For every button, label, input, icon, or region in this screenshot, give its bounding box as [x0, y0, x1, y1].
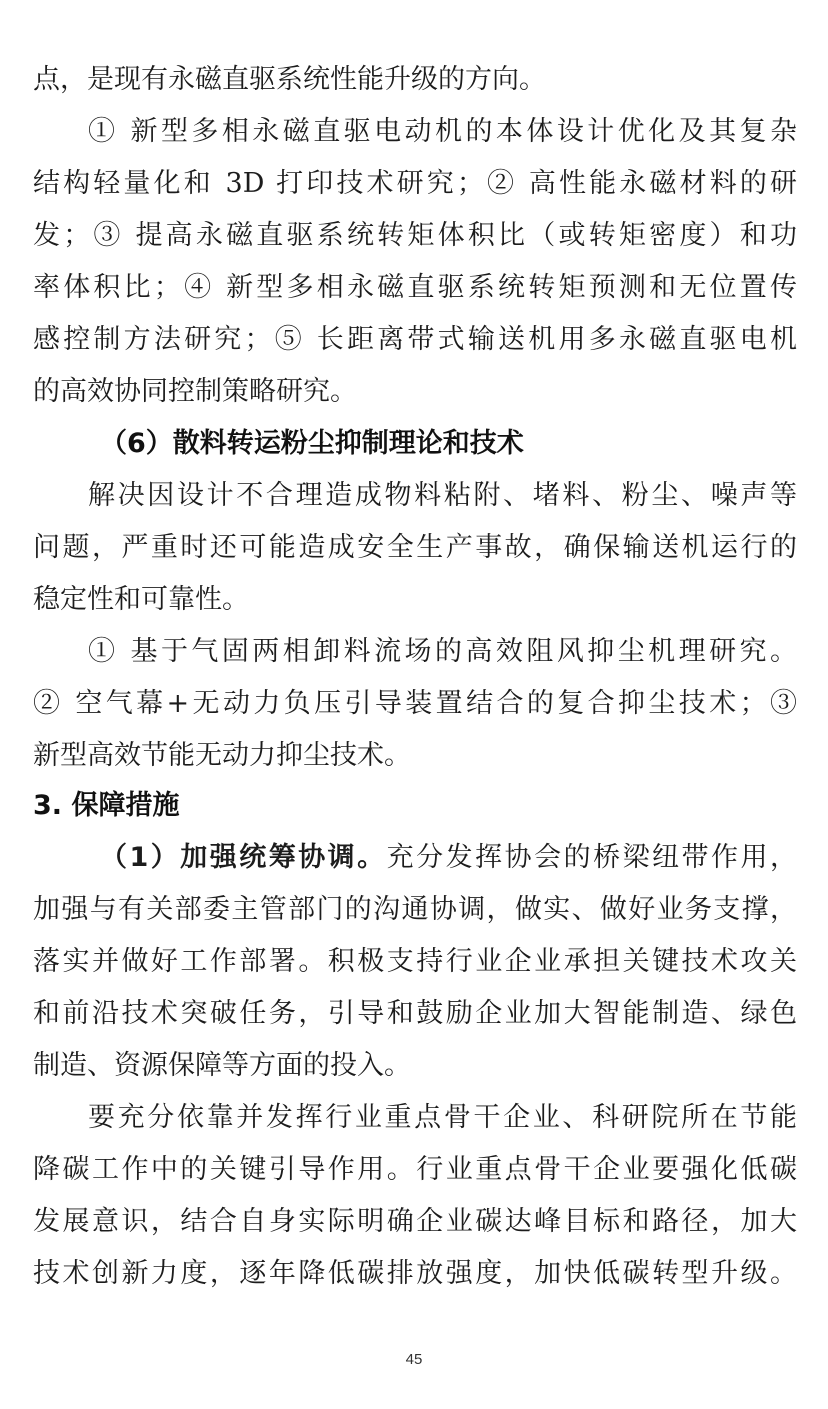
body-line: 感控制方法研究；⑤ 长距离带式输送机用多永磁直驱电机: [33, 324, 797, 355]
body-line: 解决因设计不合理造成物料粘附、堵料、粉尘、噪声等: [88, 480, 797, 511]
body-line: 技术创新力度，逐年降低碳排放强度，加快低碳转型升级。: [33, 1258, 797, 1289]
body-line: 新型高效节能无动力抑尘技术。: [33, 740, 411, 771]
body-line: 结构轻量化和 3D 打印技术研究；② 高性能永磁材料的研: [33, 168, 797, 199]
body-line: [100, 838, 797, 878]
body-line: ① 新型多相永磁直驱电动机的本体设计优化及其复杂: [88, 116, 797, 147]
body-line: 点，是现有永磁直驱系统性能升级的方向。: [33, 64, 546, 95]
body-line: 要充分依靠并发挥行业重点骨干企业、科研院所在节能: [88, 1102, 797, 1133]
body-line: 落实并做好工作部署。积极支持行业企业承担关键技术攻关: [33, 946, 797, 977]
section-heading-3: 3. 保障措施: [33, 790, 180, 821]
body-line: 发展意识，结合自身实际明确企业碳达峰目标和路径，加大: [33, 1206, 797, 1237]
body-line: 稳定性和可靠性。: [33, 584, 249, 615]
body-line: 率体积比；④ 新型多相永磁直驱系统转矩预测和无位置传: [33, 272, 797, 303]
body-line: 加强与有关部委主管部门的沟通协调，做实、做好业务支撑，: [33, 894, 797, 925]
section-heading-6: （6）散料转运粉尘抑制理论和技术: [100, 428, 524, 459]
body-line: 和前沿技术突破任务，引导和鼓励企业加大智能制造、绿色: [33, 998, 797, 1029]
page-number: 45: [405, 1351, 423, 1368]
body-line: 问题，严重时还可能造成安全生产事故，确保输送机运行的: [33, 532, 797, 563]
body-line: ② 空气幕+无动力负压引导装置结合的复合抑尘技术；③: [33, 688, 797, 719]
body-line: 降碳工作中的关键引导作用。行业重点骨干企业要强化低碳: [33, 1154, 797, 1185]
paragraph-lead-rest: 充分发挥协会的桥梁纽带作用，: [386, 842, 798, 873]
body-line: 制造、资源保障等方面的投入。: [33, 1050, 411, 1081]
body-line: ① 基于气固两相卸料流场的高效阻风抑尘机理研究。: [88, 636, 797, 667]
body-line: 的高效协同控制策略研究。: [33, 376, 357, 407]
paragraph-lead-bold: （1）加强统筹协调。: [100, 842, 387, 873]
body-line: 发；③ 提高永磁直驱系统转矩体积比（或转矩密度）和功: [33, 220, 797, 251]
